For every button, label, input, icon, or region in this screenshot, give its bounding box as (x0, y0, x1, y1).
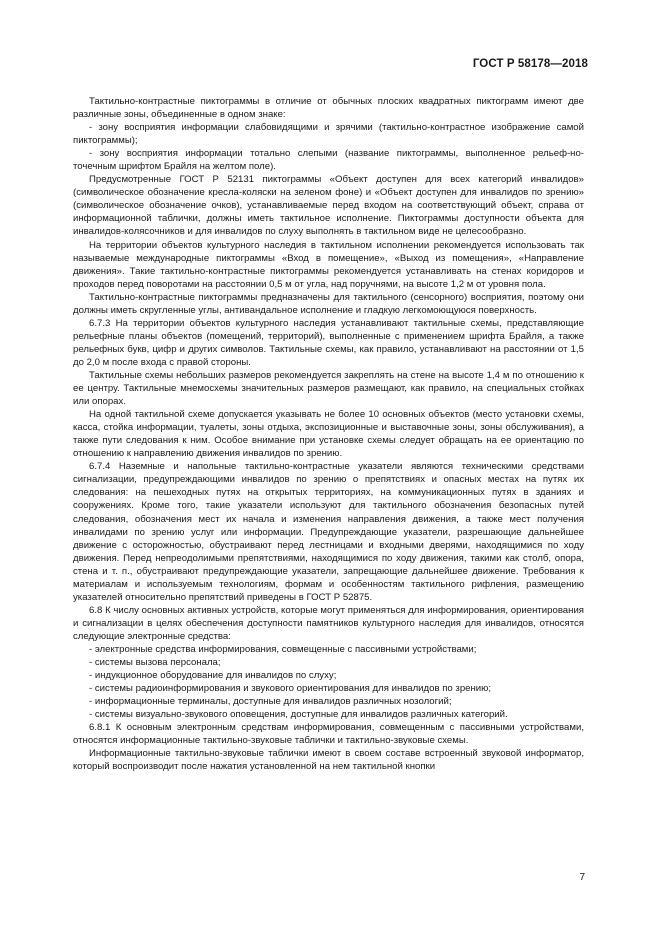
body-paragraph: - индукционное оборудование для инвалидов по слуху; (89, 670, 337, 682)
body-paragraph: Информационные тактильно-звуковые таблички имеют в своем составе встроенный звуковой информатор, который воспроизводит после нажатия установленной на нем тактильной кнопки (73, 748, 584, 773)
body-paragraph: 6.8.1 К основным электронным средствам информирования, совмещенным с пассивными устройствами, относятся информационные тактильно-звуковые таблички и тактильно-звуковые схемы. (73, 722, 584, 747)
body-paragraph: - системы вызова персонала; (89, 657, 221, 669)
body-paragraph: - информационные терминалы, доступные для инвалидов различных нозологий; (89, 696, 452, 708)
body-paragraph: - системы радиоинформирования и звукового ориентирования для инвалидов по зрению; (89, 683, 492, 695)
body-paragraph: Тактильно-контрастные пиктограммы в отличие от обычных плоских квадратных пиктограмм имеют две различные зоны, объединенные в одном знаке: (73, 96, 584, 121)
body-paragraph: Тактильные схемы небольших размеров рекомендуется закреплять на стене на высоте 1,4 м по отношению к ее центру. Тактильные мнемосхемы значительных размеров размещают, как правило, на специальных стойках или опорах. (73, 369, 584, 408)
body-paragraph: 6.7.3 На территории объектов культурного наследия устанавливают тактильные схемы, представляющие рельефные планы объектов (помещений, территорий), выполненные с применением шрифта Брайля, а также рельефных букв, цифр и других символов. Тактильные схемы, как правило, устанавливают на расстоянии от 1,5 до 2,0 м после входа с правой стороны. (73, 317, 584, 368)
body-paragraph: На одной тактильной схеме допускается указывать не более 10 основных объектов (место установки схемы, касса, стойка информации, туалеты, зоны отдыха, экспозиционные и выставочные зоны, зоны обслуживания), а также пути следования к ним. Особое внимание при установке схемы следует обращать на ее ориентацию по отношению к направлению движения инвалидов по зрению. (73, 409, 584, 460)
body-paragraph: - системы визуально-звукового оповещения, доступные для инвалидов различных категорий. (89, 709, 508, 721)
page-number: 7 (579, 872, 585, 883)
page-body (73, 95, 584, 773)
body-paragraph: Предусмотренные ГОСТ Р 52131 пиктограммы «Объект доступен для всех категорий инвалидов» (символическое обозначение кресла-коляски на зеленом фоне) и «Объект доступен для инвалидов по зрению» (символическое обозначение очков), устанавливаемые перед входом на соответствующий объект, справа от информационной таблички, должны иметь тактильное исполнение. Пиктограммы доступности объекта для инвалидов-колясочников и для инвалидов по слуху выполнять в тактильном виде не целесообразно. (73, 174, 584, 238)
body-paragraph: - зону восприятия информации слабовидящими и зрячими (тактильно-контрастное изображение самой пиктограммы); (73, 122, 584, 147)
body-paragraph: На территории объектов культурного наследия в тактильном исполнении рекомендуется использовать так называемые международные пиктограммы «Вход в помещение», «Выход из помещения», «Направление движения». Такие тактильно-контрастные пиктограммы рекомендуется устанавливать на стенах коридоров и проходов перед поворотами на расстоянии 0,5 м от угла, над поручнями, на высоте 1,2 м от уровня пола. (73, 239, 584, 290)
body-paragraph: Тактильно-контрастные пиктограммы предназначены для тактильного (сенсорного) восприятия, поэтому они должны иметь скругленные углы, антивандальное исполнение и гладкую легкомоющуюся поверхность. (73, 291, 584, 316)
body-paragraph: 6.7.4 Наземные и напольные тактильно-контрастные указатели являются техническими средствами сигнализации, предупреждающими инвалидов по зрению о препятствиях и опасных местах на путях их следования: на пешеходных путях на открытых территориях, на коммуникационных путях в зданиях и сооружениях. Кроме того, такие указатели используют для тактильного обозначения безопасных путей следования, обозначения мест их начала и изменения направления движения, а также мест получения инвалидами по зрению услуг или информации. Предупреждающие указатели, разрешающие дальнейшее движение с осторожностью, обустраивают перед лестницами и входными дверями, находящимися по ходу движения. Перед непреодолимыми препятствиями, находящимися по ходу движения, такими как столб, опора, стена и т. п., обустраивают предупреждающие указатели, запрещающие дальнейшее движение. Требования к материалам и используемым технологиям, формам и особенностям тактильного рифления, размещению указателей относительно препятствий приведены в ГОСТ Р 52875. (73, 461, 584, 603)
body-paragraph: 6.8 К числу основных активных устройств, которые могут применяться для информирования, ориентирования и сигнализации в целях обеспечения доступности памятников культурного наследия для инвалидов, относятся следующие электронные средства: (73, 604, 584, 642)
page-header: ГОСТ Р 58178—2018 (472, 58, 588, 70)
body-paragraph: - электронные средства информирования, совмещенные с пассивными устройствами; (89, 643, 477, 655)
body-paragraph: - зону восприятия информации тотально слепыми (название пиктограммы, выполненное рельеф-но-точечным шрифтом Брайля на желтом поле). (73, 148, 584, 173)
